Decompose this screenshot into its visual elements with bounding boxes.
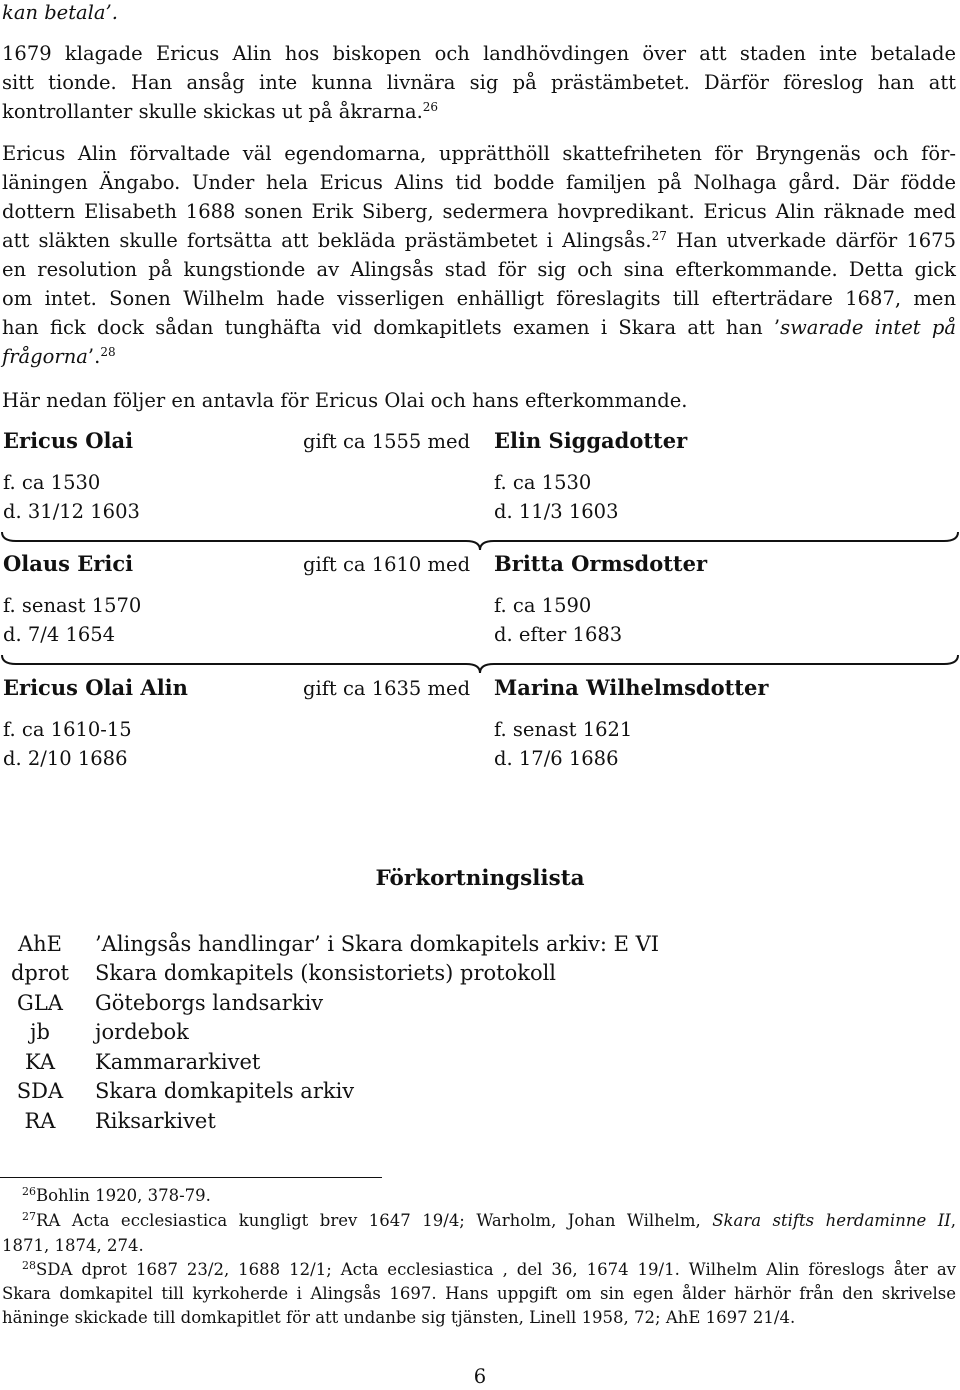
wife-born: f. ca 1530 bbox=[494, 471, 592, 494]
page-number: 6 bbox=[473, 1365, 487, 1388]
husband-died: d. 31/12 1603 bbox=[3, 500, 140, 523]
body-line: Ericus Alin förvaltade väl egendomarna, upprätthöll skattefriheten för Bryngenäs och för- bbox=[2, 142, 956, 165]
wife-name: Elin Siggadotter bbox=[494, 428, 688, 453]
abbr-value: Skara domkapitels (konsistoriets) protokoll bbox=[95, 961, 557, 985]
body-line bbox=[2, 313, 956, 342]
wife-died: d. 17/6 1686 bbox=[494, 747, 619, 770]
marriage-info: gift ca 1555 med bbox=[303, 430, 471, 453]
footnote-ref-28[interactable]: 28 bbox=[100, 345, 116, 359]
footnote-number: 27 bbox=[22, 1210, 36, 1223]
footnote-27-cont: 1871, 1874, 274. bbox=[2, 1236, 144, 1255]
abbr-value: Skara domkapitels arkiv bbox=[95, 1079, 355, 1103]
husband-born: f. ca 1610-15 bbox=[3, 718, 132, 741]
footnote-number: 26 bbox=[22, 1185, 36, 1198]
footnote-text: Bohlin 1920, 378-79. bbox=[36, 1186, 211, 1205]
footnote-27 bbox=[22, 1209, 956, 1233]
body-line: en resolution på kungstionde av Alingsås stad för sig och sina efterkommande. Detta gick bbox=[2, 258, 956, 281]
underbrace-icon bbox=[0, 653, 960, 675]
abbr-value: Kammararkivet bbox=[95, 1050, 261, 1074]
body-text: kontrollanter skulle skickas ut på åkrarna. bbox=[2, 100, 423, 123]
body-text: han fick dock sådan tunghäfta vid domkapitlets examen i Skara att han ’ bbox=[2, 316, 781, 339]
italic-quote: swarade intet på bbox=[780, 316, 956, 339]
body-line bbox=[2, 226, 956, 255]
footnote-28 bbox=[22, 1258, 956, 1282]
body-line bbox=[2, 0, 956, 27]
marriage-info: gift ca 1635 med bbox=[303, 677, 471, 700]
footnote-number: 28 bbox=[22, 1259, 36, 1272]
footnote-ref-26[interactable]: 26 bbox=[422, 100, 439, 114]
body-text: att släkten skulle fortsätta att bekläda prästämbetet i Alingsås. bbox=[2, 229, 652, 252]
wife-died: d. 11/3 1603 bbox=[494, 500, 619, 523]
abbr-value: Göteborgs landsarkiv bbox=[95, 991, 324, 1015]
body-line: om intet. Sonen Wilhelm hade visserligen enhälligt föreslagits till efterträdare 1687, men bbox=[2, 287, 956, 310]
abbr-key: KA bbox=[24, 1050, 55, 1074]
husband-name: Ericus Olai bbox=[3, 428, 134, 453]
abbr-key: AhE bbox=[17, 932, 63, 956]
abbreviations-title: Förkortningslista bbox=[375, 866, 585, 891]
italic-quote: kan betala’. bbox=[2, 1, 118, 24]
abbr-key: SDA bbox=[16, 1079, 64, 1103]
wife-name: Marina Wilhelmsdotter bbox=[494, 675, 769, 700]
husband-born: f. senast 1570 bbox=[3, 594, 142, 617]
wife-born: f. ca 1590 bbox=[494, 594, 592, 617]
abbr-key: jb bbox=[30, 1020, 50, 1044]
footnote-text: SDA dprot 1687 23/2, 1688 12/1; Acta ecclesiastica , del 36, 1674 19/1. Wilhelm Alin föreslogs åter av bbox=[36, 1260, 956, 1279]
footnote-ref-27[interactable]: 27 bbox=[651, 229, 667, 243]
abbr-key: GLA bbox=[17, 991, 63, 1015]
footnote-28-cont: Skara domkapitel till kyrkoherde i Alingsås 1697. Hans uppgift om sin egen ålder härhör från den skrivelse bbox=[2, 1284, 956, 1303]
footnote-text: RA Acta ecclesiastica kungligt brev 1647 19/4; Warholm, Johan Wilhelm, bbox=[36, 1211, 713, 1230]
footnote-text: , bbox=[950, 1211, 956, 1230]
wife-born: f. senast 1621 bbox=[494, 718, 633, 741]
body-line bbox=[2, 342, 956, 371]
italic-quote: frågorna bbox=[2, 345, 88, 368]
body-line: sitt tionde. Han ansåg inte kunna livnära sig på prästämbetet. Därför föreslog han att bbox=[2, 71, 956, 94]
footnote-26 bbox=[22, 1184, 960, 1208]
body-text: ’. bbox=[87, 345, 101, 368]
abbr-value: jordebok bbox=[95, 1020, 189, 1044]
body-line: Här nedan följer en antavla för Ericus Olai och hans efterkommande. bbox=[2, 389, 688, 412]
body-line: 1679 klagade Ericus Alin hos biskopen och landhövdingen över att staden inte betalade bbox=[2, 42, 956, 65]
body-line: dottern Elisabeth 1688 sonen Erik Siberg, sedermera hovpredikant. Ericus Alin räknade med bbox=[2, 200, 956, 223]
footnote-28-cont: häninge skickade till domkapitlet för att undanbe sig tjänsten, Linell 1958, 72; AhE 1697 21/4. bbox=[2, 1308, 796, 1327]
footnote-rule bbox=[0, 1177, 382, 1178]
wife-died: d. efter 1683 bbox=[494, 623, 623, 646]
abbr-value: ’Alingsås handlingar’ i Skara domkapitels arkiv: E VI bbox=[95, 932, 660, 956]
body-line: läningen Ängabo. Under hela Ericus Alins tid bodde familjen på Nolhaga gård. Där födde bbox=[2, 171, 956, 194]
abbr-value: Riksarkivet bbox=[95, 1109, 216, 1133]
husband-name: Ericus Olai Alin bbox=[3, 675, 188, 700]
abbr-key: RA bbox=[24, 1109, 56, 1133]
wife-name: Britta Ormsdotter bbox=[494, 551, 708, 576]
husband-died: d. 7/4 1654 bbox=[3, 623, 116, 646]
marriage-info: gift ca 1610 med bbox=[303, 553, 471, 576]
body-line bbox=[2, 97, 956, 126]
body-text: Han utverkade därför 1675 bbox=[666, 229, 956, 252]
husband-died: d. 2/10 1686 bbox=[3, 747, 128, 770]
underbrace-icon bbox=[0, 530, 960, 552]
footnote-title: Skara stifts herdaminne II bbox=[712, 1211, 951, 1230]
husband-born: f. ca 1530 bbox=[3, 471, 101, 494]
abbr-key: dprot bbox=[10, 961, 69, 985]
husband-name: Olaus Erici bbox=[3, 551, 134, 576]
